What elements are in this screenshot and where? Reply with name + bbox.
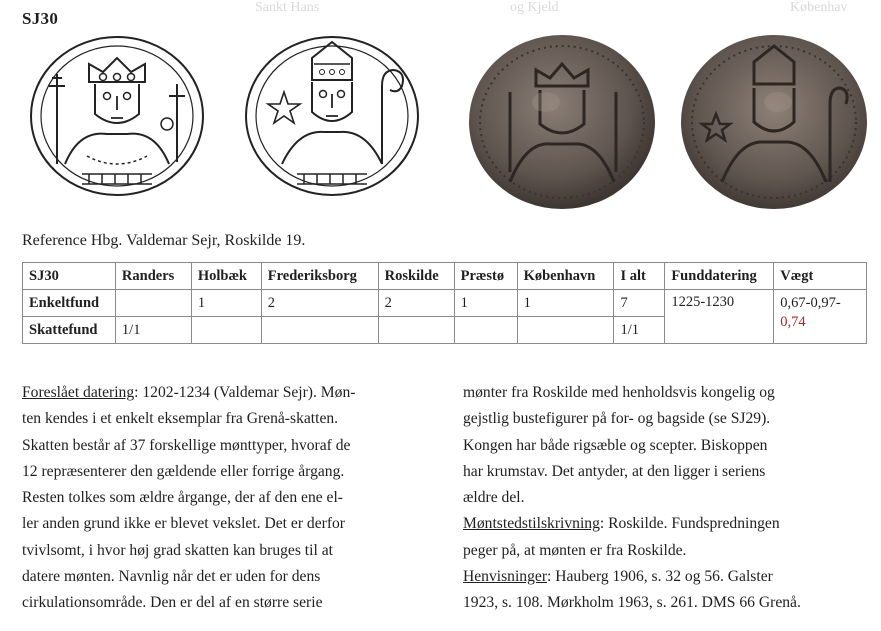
ghost-text-2: og Kjeld [510,0,559,15]
col-header: Funddatering [665,263,774,290]
table-cell: 1/1 [614,317,665,344]
table-cell: 1 [454,290,517,317]
weight-average: 0,74 [780,314,806,330]
find-distribution-table [22,262,867,344]
coin-photo-reverse [678,32,870,212]
text-line: cirkulationsområde. Den er del af en større serie [22,594,323,612]
text-line: Foreslået datering: 1202-1234 (Valdemar Sejr). Møn- [22,384,356,401]
text-line: tvivlsomt, i hvor høj grad skatten kan bruges til at [22,541,333,559]
ghost-text-1: Sankt Hans [255,0,320,15]
table-cell: 2 [378,290,454,317]
text-line: gejstlig bustefigurer på for- og bagside (se SJ29). [463,410,771,428]
table-cell [191,317,261,344]
weight-range: 0,67-0,97- [780,295,841,311]
text-line: ældre del. [463,489,525,507]
coin-photo-obverse [466,32,658,212]
row-label: Enkeltfund [23,290,116,317]
table-header-row [23,263,867,290]
coin-drawing-reverse [242,34,422,199]
col-header: København [517,263,614,290]
text-line: Henvisninger: Hauberg 1906, s. 32 og 56. Galster [463,568,773,586]
text-line: 1923, s. 108. Mørkholm 1963, s. 261. DMS 66 Grenå. [463,594,801,612]
col-header: Holbæk [191,263,261,290]
text-line: mønter fra Roskilde med henholdsvis kongelig og [463,384,775,401]
table-cell: 7 [614,290,665,317]
text-line: Møntstedstilskrivning: Roskilde. Fundspredningen [463,515,780,533]
text-line: Kongen har både rigsæble og scepter. Biskoppen [463,436,768,454]
col-header: Randers [115,263,191,290]
col-header: Frederiksborg [261,263,378,290]
table-cell [115,290,191,317]
table-cell: 1 [191,290,261,317]
table-row [23,290,867,317]
col-header: Roskilde [378,263,454,290]
text-line: datere mønten. Navnlig når det er uden for dens [22,568,321,586]
table-cell: 1/1 [115,317,191,344]
text-column-left [22,380,430,617]
row-label: Skattefund [23,317,116,344]
mint-label: Møntstedstilskrivning [463,515,600,533]
text-line: 12 repræsenterer den gældende eller forrige årgang. [22,462,345,480]
col-header: Præstø [454,263,517,290]
col-header: Vægt [774,263,867,290]
text-column-right [463,380,868,617]
dating-label: Foreslået datering [22,384,135,401]
col-header: SJ30 [23,263,116,290]
text-line: Resten tolkes som ældre årgange, der af den ene el- [22,489,344,507]
text-line: Skatten består af 37 forskellige mønttyper, hvoraf de [22,436,351,454]
reference-line: Reference Hbg. Valdemar Sejr, Roskilde 19. [22,232,306,249]
text-line: peger på, at mønten er fra Roskilde. [463,541,687,559]
table-cell [517,317,614,344]
text-line: har krumstav. Det antyder, at den ligger i seriens [463,462,766,480]
funddatering-cell: 1225-1230 [665,290,774,344]
references-label: Henvisninger [463,568,548,586]
text-line: ler anden grund ikke er blevet vekslet. Det er derfor [22,515,345,533]
text-line: ten kendes i et enkelt eksemplar fra Grenå-skatten. [22,410,339,428]
table-cell: 2 [261,290,378,317]
coin-drawing-obverse [27,34,207,199]
coin-code: SJ30 [22,9,59,28]
table-cell [378,317,454,344]
table-cell [454,317,517,344]
table-cell [261,317,378,344]
weight-cell [774,290,867,344]
ghost-text-3: Københav [790,0,848,15]
col-header: I alt [614,263,665,290]
table-cell: 1 [517,290,614,317]
